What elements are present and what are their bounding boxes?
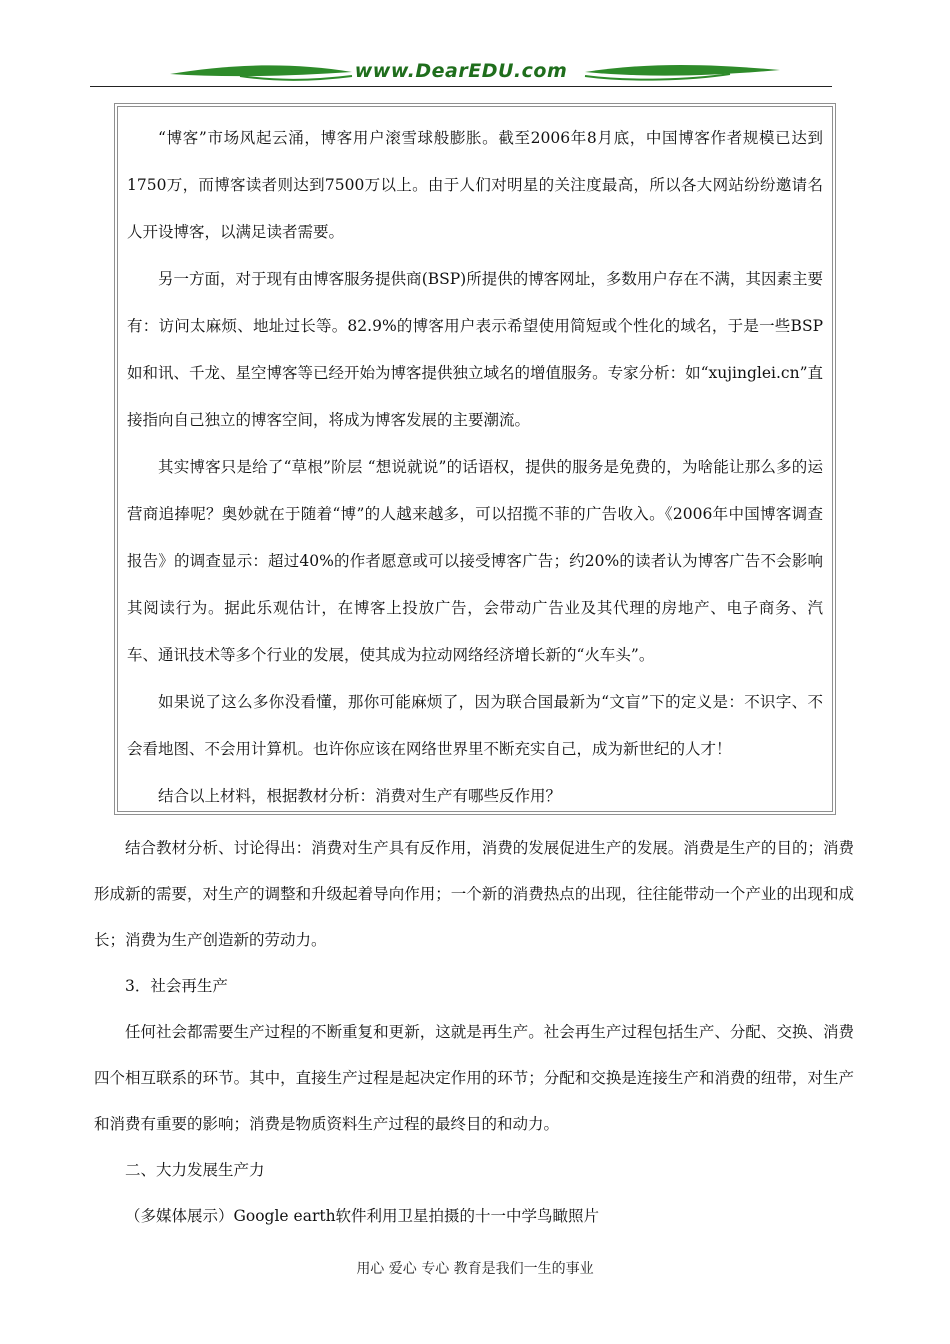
reproduction-paragraph: 任何社会都需要生产过程的不断重复和更新，这就是再生产。社会再生产过程包括生产、分配、交换、消费四个相互联系的环节。其中，直接生产过程是起决定作用的环节；分配和交换是连接生产和消费的纽带，对生产和消费有重要的影响；消费是物质资料生产过程的最终目的和动力。 <box>94 1023 854 1133</box>
page-footer: 用心 爱心 专心 教育是我们一生的事业 <box>356 1261 594 1277</box>
material-question: 结合以上材料，根据教材分析：消费对生产有哪些反作用？ <box>158 787 562 805</box>
section-heading: 3．社会再生产 <box>125 977 228 995</box>
site-header <box>90 56 832 90</box>
material-paragraph: 另一方面，对于现有由博客服务提供商(BSP)所提供的博客网址，多数用户存在不满，其因素主要有：访问太麻烦、地址过长等。82.9%的博客用户表示希望使用简短或个性化的域名，于是一些BSP如和讯、千龙、星空博客等已经开始为博客提供独立域名的增值服务。专家分析：如“xujinglei.cn”直接指向自己独立的博客空间，将成为博客发展的主要潮流。 <box>127 270 823 429</box>
material-box <box>114 103 836 815</box>
part-heading: 二、大力发展生产力 <box>125 1161 265 1179</box>
main-text <box>94 825 854 1239</box>
material-paragraph: “博客”市场风起云涌，博客用户滚雪球般膨胀。截至2006年8月底，中国博客作者规模已达到1750万，而博客读者则达到7500万以上。由于人们对明星的关注度最高，所以各大网站纷纷邀请名人开设博客，以满足读者需要。 <box>127 129 823 241</box>
header-divider <box>90 86 832 87</box>
multimedia-line: （多媒体展示）Google earth软件利用卫星拍摄的十一中学鸟瞰照片 <box>125 1207 600 1225</box>
site-logo: www.DearEDU.com <box>354 60 568 82</box>
material-paragraph: 如果说了这么多你没看懂，那你可能麻烦了，因为联合国最新为“文盲”下的定义是：不识字、不会看地图、不会用计算机。也许你应该在网络世界里不断充实自己，成为新世纪的人才！ <box>127 693 823 758</box>
analysis-paragraph: 结合教材分析、讨论得出：消费对生产具有反作用，消费的发展促进生产的发展。消费是生产的目的；消费形成新的需要，对生产的调整和升级起着导向作用；一个新的消费热点的出现，往往能带动一个产业的出现和成长；消费为生产创造新的劳动力。 <box>94 839 854 949</box>
material-paragraph: 其实博客只是给了“草根”阶层 “想说就说”的话语权，提供的服务是免费的，为啥能让那么多的运营商追捧呢？奥妙就在于随着“博”的人越来越多，可以招揽不菲的广告收入。《2006年中国博客调查报告》的调查显示：超过40%的作者愿意或可以接受博客广告；约20%的读者认为博客广告不会影响其阅读行为。据此乐观估计，在博客上投放广告，会带动广告业及其代理的房地产、电子商务、汽车、通讯技术等多个行业的发展，使其成为拉动网络经济增长新的“火车头”。 <box>127 458 823 664</box>
